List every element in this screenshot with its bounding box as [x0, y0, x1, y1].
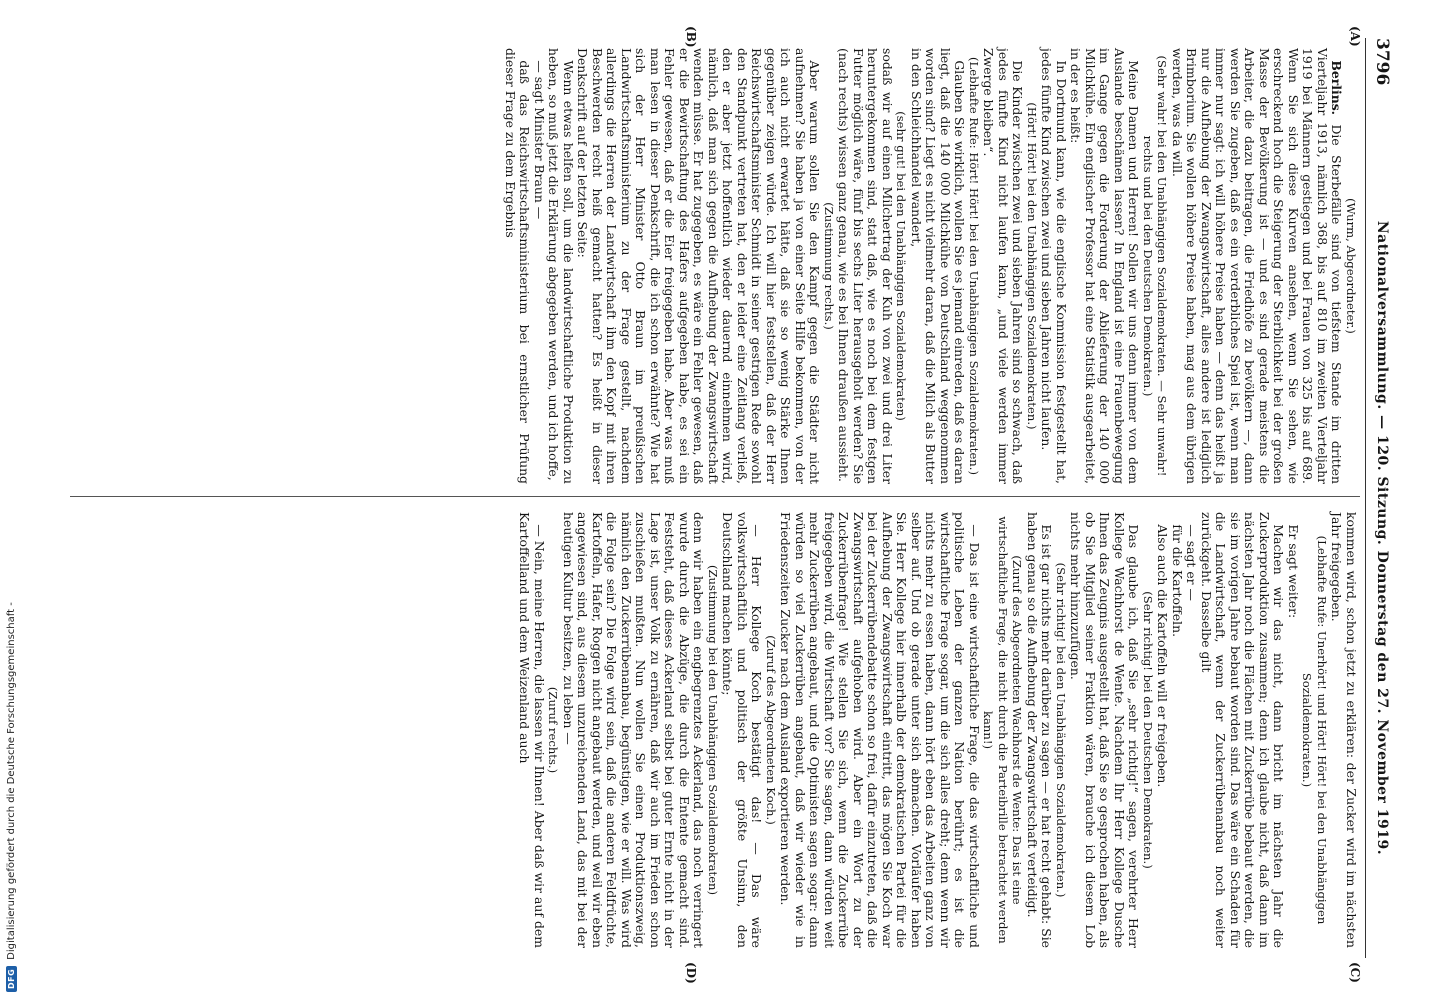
margin-mark-a: (A) [1348, 26, 1362, 47]
quotation: daß das Reichswirtschaftsministerium bei ernstlicher Prüfung dieser Frage zu dem Ergebnis [503, 48, 533, 484]
interjection: (Lebhafte Rufe: Unerhört! und Hört! Hört! bei den Unabhängigen Sozialdemokraten.) [1300, 535, 1329, 925]
column-divider [70, 496, 1360, 497]
right-column [517, 512, 1358, 948]
paragraph: Aber warum sollen Sie den Kampf gegen die Städter nicht aufnehmen? Sie haben ja von einer Seite Hilfe bekommen, von der ich auch nicht erwartet hätte, daß sie so wenig Stärke Ihnen gegenüber zeigen würde. Ich will hier feststellen, daß der Herr Reichswirtschaftsminister Schmidt in seiner gestrigen Rede sowohl den Standpunkt vertreten hat, den er leider eine Zeitlang verließ, den er aber jetzt hoffentlich wieder dauernd einnehmen wird, nämlich, daß man sich gegen die Aufhebung der Zwangswirtschaft wenden müsse. Er hat zugegeben, es wäre ein Fehler gewesen, daß er die Bewirtschaftung des Hafers aufgegeben habe, es sei ein Fehler gewesen, daß er die Eier freigegeben habe. Aber was muß man lesen in dieser Denkschrift, die ich schon erwähnte? Wie hat sich der Herr Minister Otto Braun im preußischen Landwirtschaftsministerium zu der Frage gestellt, nachdem allerdings die Herren der Landwirtschaft ihm den Kopf mit ihren Beschwerden recht heiß gemacht hatten? Es heißt in dieser Denkschrift auf der letzten Seite: [575, 48, 823, 484]
interjection: (Hört! Hört! bei den Unabhängigen Sozialdemokraten.) [1025, 102, 1039, 430]
footer-credit [0, 0, 22, 1000]
paragraph: sodaß wir auf einen Milchertrag der Kuh von zwei und drei Liter heruntergekommen sind, statt daß, wie es noch bei dem festgen Futter möglich wäre, fünf bis sechs Liter herausgeholt werden? Sie (nach rechts) wissen ganz genau, wie es bei Ihnen draußen aussieht. [836, 48, 895, 484]
quotation: Machen wir das nicht, dann bricht im nächsten Jahr die Zuckerproduktion zusammen; denn ich glaube nicht, daß dann im nächsten Jahr noch die Flächen mit Zuckerrübe bebaut werden, die sie im vorigen Jahre bebaut worden sind. Das wäre ein Schaden für die Landwirtschaft, wenn der Zuckerrübenanbau noch weiter zurückgeht. Dasselbe gilt [1199, 512, 1287, 948]
interjection: (Zustimmung rechts.) [822, 202, 836, 330]
margin-mark-c: (C) [1348, 962, 1362, 983]
margin-mark-b: (B) [684, 26, 698, 48]
paragraph: — Das ist eine wirtschaftliche Frage, die das wirtschaftliche und politische Leben der ganzen Nation berührt; es ist die wirtschaftliche Frage sogar, um die sich alles dreht; denn wenn wir nichts mehr zu essen haben, dann hört eben das Arbeiten ganz von selber auf. Und ob gerade unter sich abmachen. Vorläufer haben Sie. Herr Kollege hier innerhalb der demokratischen Partei für die Aufhebung der Zwangswirtschaft eintritt, das mögen Sie Koch war bei der Zuckerrübendebatte schon so frei, dafür einzutreten, daß die Zwangswirtschaft aufgehoben wird. Aber ein Wort zu der Zuckerrübenfrage! Wie stellen Sie sich, wenn die Zuckerrübe freigegeben wird, die Wirtschaft vor? Sie sagen, dann würden weit mehr Zuckerrüben angebaut, und die Optimisten sagen sogar: dann würden so viel Zuckerrüben angebaut, daß wir wieder wie in Friedenszeiten Zucker nach dem Ausland exportieren werden. [778, 512, 982, 948]
paragraph: Es ist gar nichts mehr darüber zu sagen — er hat recht gehabt: Sie haben genau so die Aufhebung der Zwangswirtschaft verteidigt. [1025, 512, 1055, 948]
page-header [1368, 38, 1396, 958]
paragraph: — Herr Kollege Koch bestätigt das! — Das wäre volkswirtschaftlich und politisch der größte Unsinn, den Deutschland machen könnte; [720, 512, 765, 948]
interjection: (Zuruf rechts.) [546, 686, 561, 774]
paragraph-text: Die Sterbefälle sind von tiefstem Stande im dritten Vierteljahr 1913, nämlich 368, bis auf 810 im zweiten Vierteljahr 1919 bei Männern gestiegen und bei Frauen von 325 bis auf 689. Wenn Sie sich diese Kurven ansehen, wenn Sie sehen, wie erschreckend hoch die Steigerung der Sterblichkeit bei der großen Masse der Bevölkerung ist — und es sind gerade meistens die Arbeiter, die dazu beitragen, die Friedhöfe zu bevölkern —, dann werden Sie zugeben, daß es ein verderbliches Spiel ist, wenn man immer nur sagt: ich will höhere Preise haben — denn das heißt ja nur die Aufhebung der Zwangswirtschaft, alles andere ist lediglich Brimborium. Sie wollen höhere Preise haben, mag aus dem übrigen werden, was da will. [1170, 48, 1345, 484]
paragraph: — sagt er — [1184, 524, 1200, 601]
paragraph: — sagt Minister Braun — [532, 60, 547, 220]
paragraph: denn wir haben ein engbegrenztes Ackerland, das noch verringert wurde durch die Abzüge, die durch die Entente gemacht sind. Feststeht, daß dieses Ackerland selbst bei guter Ernte nicht in der Lage ist, unser Volk zu ernähren, daß wir auch im Frieden schon zuschießen mußten. Nun wollen Sie einen Produktionszweig, nämlich den Zuckerrübenanbau, begünstigen, wie er will. Was wird die Folge sein? Die Folge wird sein, daß die anderen Feldfrüchte, Kartoffeln, Hafer, Roggen nicht angebaut werden, und weil wir eben angewiesen sind, aus diesem unzureichenden Land, das mit bei der heutigen Kultur besitzen, zu leben — [561, 512, 707, 948]
interjection: (Sehr richtig! bei den Unabhängigen Sozialdemokraten.) [1054, 562, 1068, 898]
dfg-logo: DFG [6, 966, 17, 992]
quotation: In Dortmund kann, wie die englische Kommission festgestellt hat, jedes fünfte Kind zwischen zwei und sieben Jahren nicht laufen. [1039, 48, 1069, 484]
running-title: Nationalversammlung. — 120. Sitzung. Donnerstag den 27. November 1919. [1374, 220, 1390, 856]
footer-strip [0, 0, 22, 1000]
paragraph: Meine Damen und Herren! Sollen wir uns denn immer von dem Auslande beschämen lassen? In England ist eine Frauenbewegung im Gange gegen die Forderung der Ablieferung der 140 000 Milchkühe. Ein englischer Professor hat eine Statistik ausgearbeitet, in der es heißt: [1068, 48, 1142, 484]
header-rule [1365, 38, 1366, 958]
paragraph: Glauben Sie wirklich, wollen Sie es jemand einreden, daß es daran liegt, daß die 140 000 Milchkühe von Deutschland weggenommen worden sind? Liegt es nicht vielmehr daran, daß die Milch als Butter in den Schleichhandel wandert, [909, 48, 968, 484]
footer-text: Digitalisierung gefördert durch die Deutsche Forschungsgemeinschaft - [5, 602, 17, 960]
quotation: für die Kartoffeln. [1170, 524, 1185, 638]
interjection: (Sehr wahr! bei den Unabhängigen Sozialdemokraten. — Sehr unwahr! rechts und bei den Deutschen Demokraten.) [1141, 55, 1170, 477]
interjection: (Zuruf des Abgeordneten Koch.) [764, 635, 778, 825]
paragraph: Also auch die Kartoffeln will er freigeben. [1155, 524, 1171, 788]
left-column [503, 48, 1359, 484]
quotation: Wenn etwas helfen soll, um die landwirtschaftliche Produktion zu heben, so muß jetzt die Erklärung abgegeben werden, und ich hoffe, [546, 48, 576, 484]
interjection: (Zuruf des Abgeordneten Wachhorst de Wente: Das ist eine wirtschaftliche Frage, die nicht durch die Parteibrille betrachtet werden kann!) [981, 516, 1025, 944]
interjection: (Lebhafte Rufe: Hört! Hört! bei den Unabhängigen Sozialdemokraten.) [967, 57, 981, 475]
paragraph: Das glaube ich, daß Sie „sehr richtig!“ sagen, verehrter Herr Kollege Wachhorst de Wente. Nachdem Ihr Herr Kollege Dusche Ihnen das Zeugnis ausgestellt hat, daß Sie so gesprochen haben, als ob Sie Mitglied seiner Fraktion wären, brauche ich diesem Lob nichts mehr hinzuzufügen. [1068, 512, 1142, 948]
quotation: Die Kinder zwischen zwei und sieben Jahren sind so schwach, daß jedes fünfte Kind nicht laufen kann, „und viele werden immer Zwerge bleiben“. [981, 48, 1026, 484]
speaker-note: (Wurm, Abgeordneter.) [1344, 198, 1358, 334]
paragraph: — Nein, meine Herren, die lassen wir Ihnen! Aber daß wir auf dem Kartoffelland und dem Weizenland auch [517, 512, 547, 948]
interjection: (sehr gut! bei den Unabhängigen Sozialdemokraten) [894, 111, 909, 421]
interjection: (Sehr richtig! bei den Deutschen Demokraten.) [1141, 591, 1155, 869]
quotation: kommen wird, schon jetzt zu erklären: der Zucker wird im nächsten Jahr freigegeben. [1329, 512, 1359, 948]
interjection: (Zustimmung bei den Unabhängigen Sozialdemokraten) [706, 564, 720, 896]
paragraph: Er sagt weiter: [1286, 524, 1301, 619]
scanned-page [32, 18, 1402, 984]
paragraph [1170, 48, 1344, 484]
page-number: 3796 [1372, 38, 1392, 86]
margin-mark-d: (D) [684, 962, 698, 984]
emphasis: Berlins. [1329, 60, 1345, 115]
